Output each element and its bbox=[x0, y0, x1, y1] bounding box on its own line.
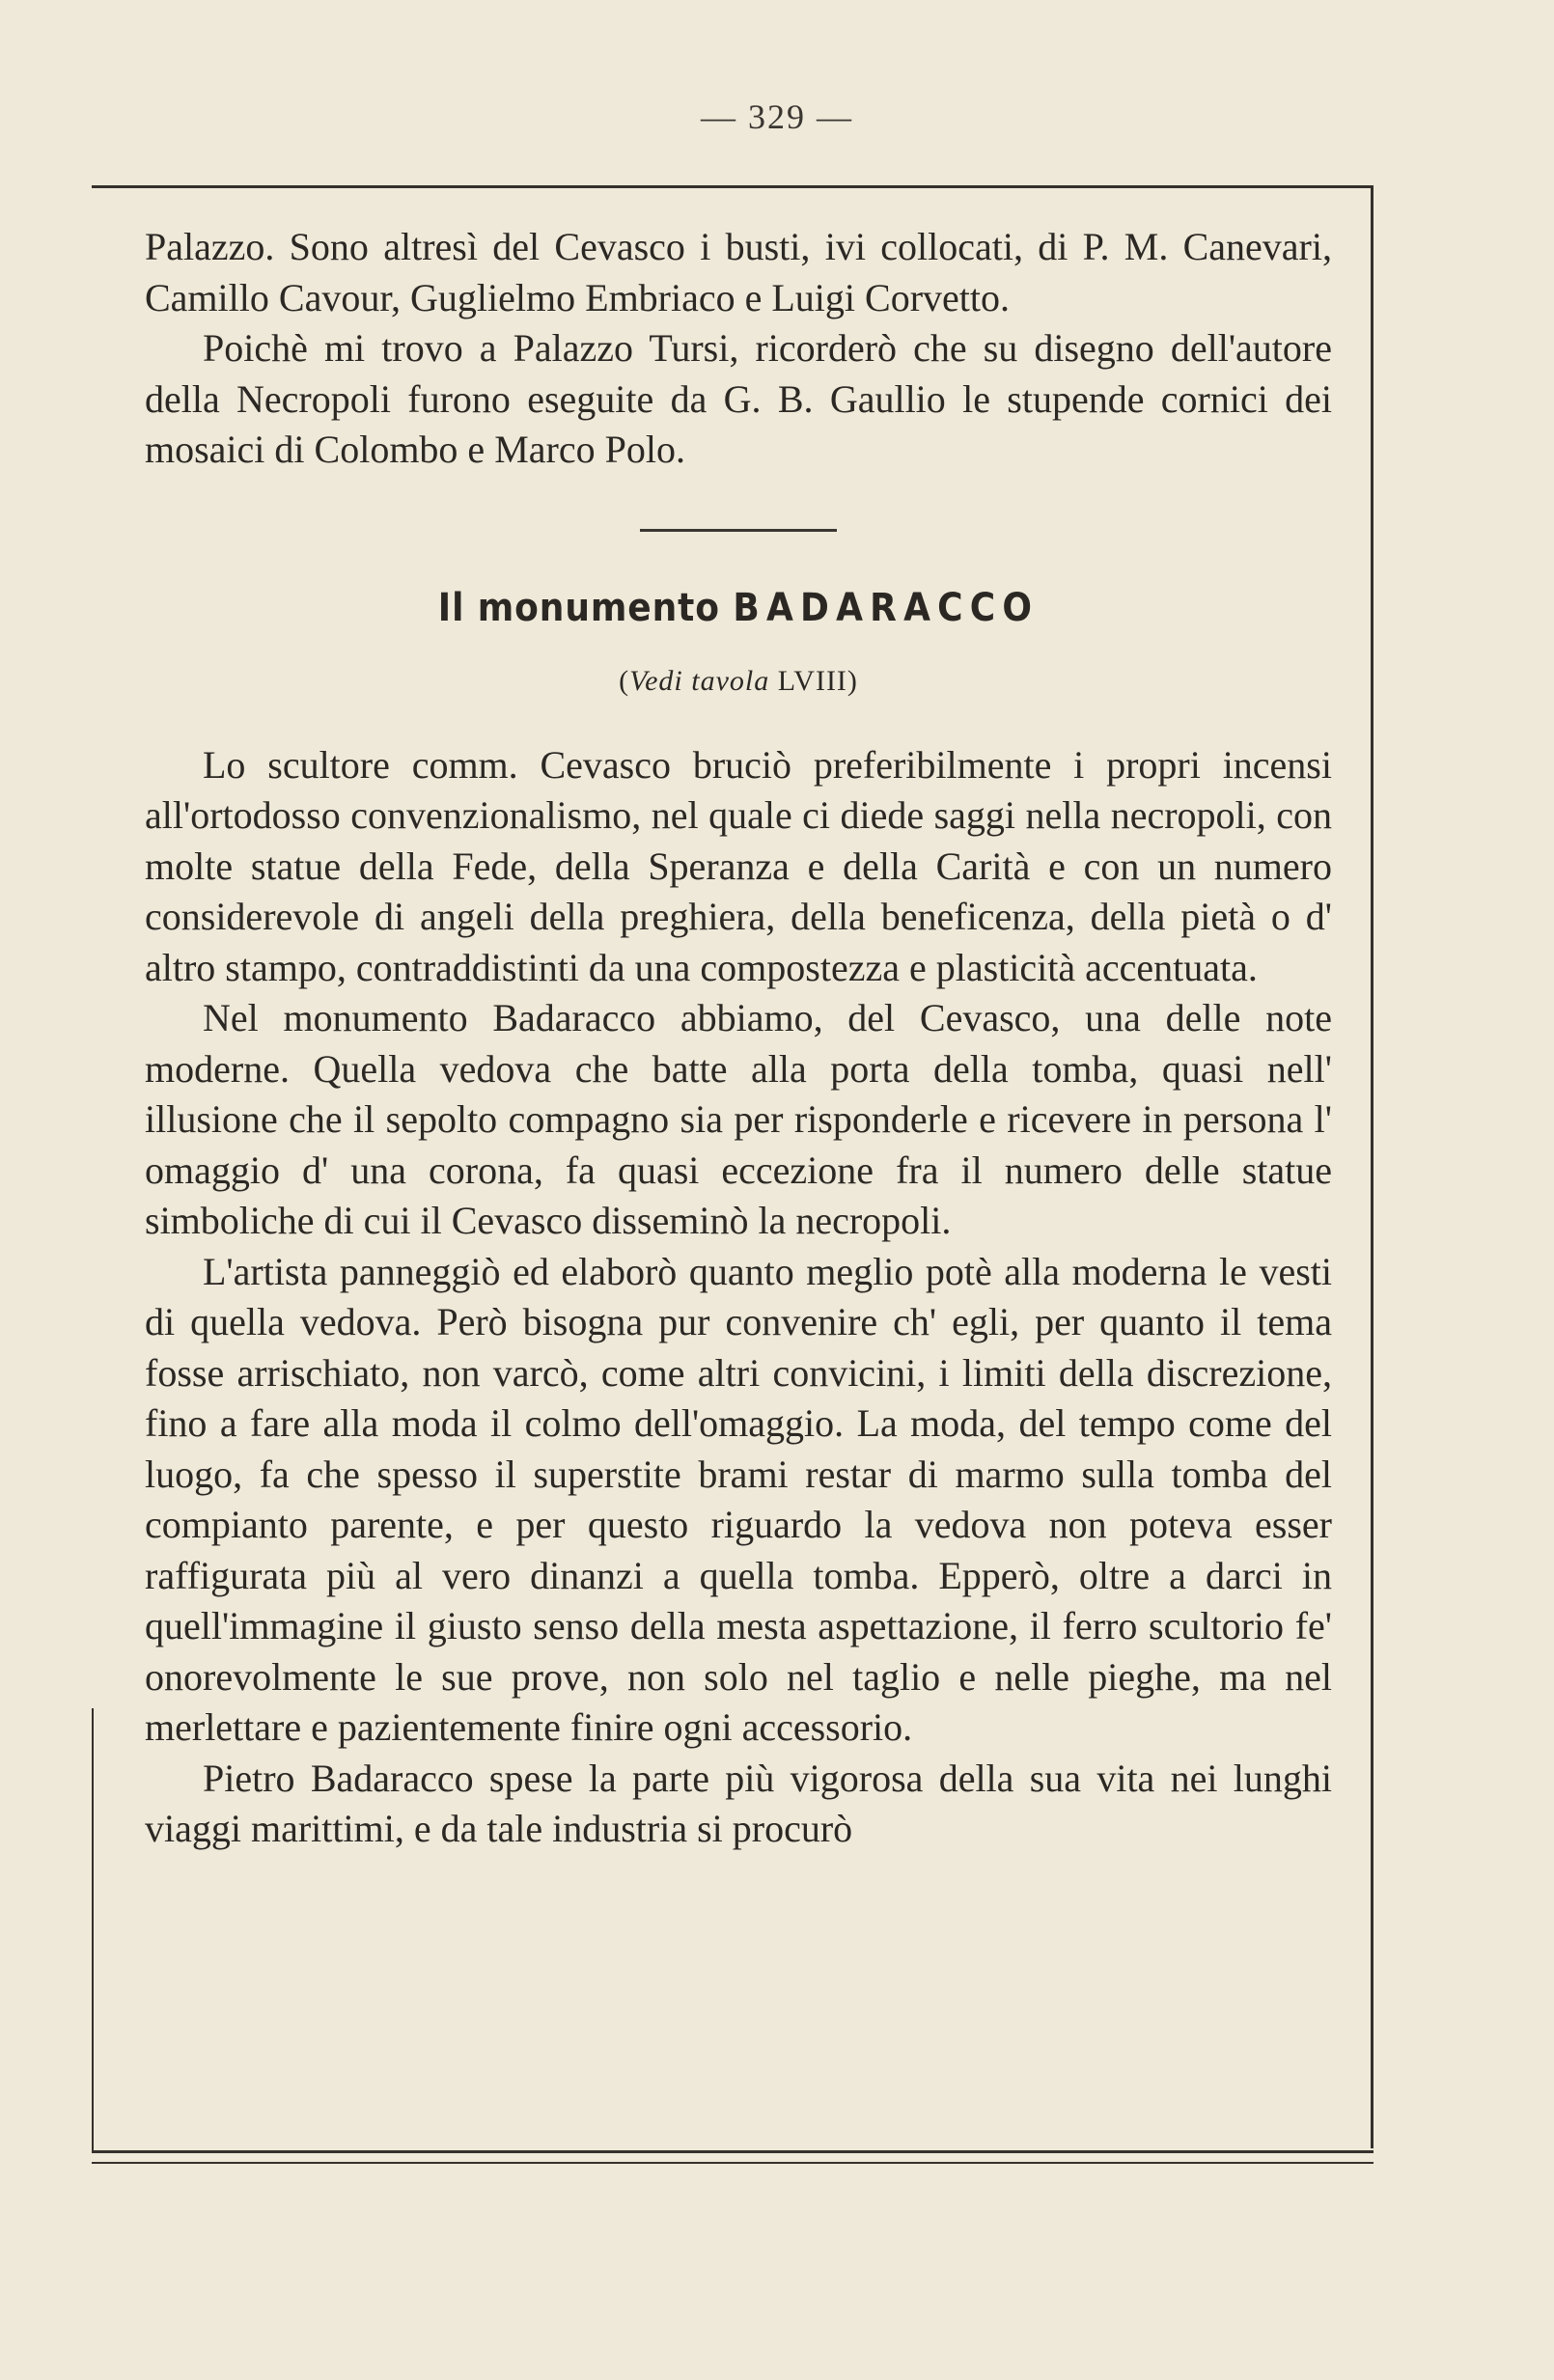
intro-paragraph: Poichè mi trovo a Palazzo Tursi, ricorderò che su disegno dell'autore della Necropoli furono eseguite da G. B. Gaullio le stupende cornici dei mosaici di Colombo e Marco Polo. bbox=[145, 326, 1332, 471]
subheading-italic: Vedi tavola bbox=[629, 664, 770, 697]
frame-bottom-rule bbox=[92, 2150, 1374, 2153]
body-paragraph: Nel monumento Badaracco abbiamo, del Cevasco, una delle note moderne. Quella vedova che batte alla porta della tomba, quasi nell' illusione che il sepolto compagno sia per risponderle e ricevere in persona l' omaggio d' una corona, fa quasi eccezione fra il numero delle statue simboliche di cui il Cevasco disseminò la necropoli. bbox=[145, 996, 1332, 1242]
frame-top-rule bbox=[92, 185, 1374, 188]
frame-bottom-rule-inner bbox=[92, 2162, 1374, 2164]
section-subheading bbox=[145, 665, 1332, 698]
section-heading bbox=[205, 586, 1273, 630]
frame-right-rule bbox=[1371, 185, 1374, 2148]
subheading-open: ( bbox=[619, 664, 630, 697]
body-paragraph: Lo scultore comm. Cevasco bruciò preferibilmente i propri incensi all'ortodosso convenzionalismo, nel quale ci diede saggi nella necropoli, con molte statue della Fede, della Speranza e della Carità e con un numero considerevole di angeli della preghiera, della beneficenza, della pietà o d' altro stampo, contraddistinti da una compostezza e plasticità accentuata. bbox=[145, 742, 1332, 989]
frame-left-rule bbox=[92, 1708, 94, 2152]
section-heading-name: BADARACCO bbox=[733, 585, 1040, 630]
intro-paragraph: Palazzo. Sono altresì del Cevasco i busti, ivi collocati, di P. M. Canevari, Camillo Cavour, Guglielmo Embriaco e Luigi Corvetto. bbox=[145, 225, 1332, 319]
section-divider bbox=[640, 529, 837, 532]
section-heading-prefix: Il monumento bbox=[437, 585, 720, 630]
subheading-rest: LVIII) bbox=[769, 664, 858, 697]
page-number: — 329 — bbox=[701, 97, 853, 136]
body-paragraph: L'artista panneggiò ed elaborò quanto meglio potè alla moderna le vesti di quella vedova. Però bisogna pur convenire ch' egli, per quanto il tema fosse arrischiato, non varcò, come altri convicini, i limiti della discrezione, fino a fare alla moda il colmo dell'omaggio. La moda, del tempo come del luogo, fa che spesso il superstite brami restar di marmo sulla tomba del compianto parente, e per questo riguardo la vedova non poteva esser raffigurata più al vero dinanzi a quella tomba. Epperò, oltre a darci in quell'immagine il giusto senso della mesta aspettazione, il ferro scultorio fe' onorevolmente le sue prove, non solo nel taglio e nelle pieghe, ma nel merlettare e pazientemente finire ogni accessorio. bbox=[145, 1249, 1332, 1749]
page-text bbox=[145, 222, 1332, 1855]
body-paragraph: Pietro Badaracco spese la parte più vigorosa della sua vita nei lunghi viaggi marittimi, e da tale industria si procurò bbox=[145, 1756, 1332, 1850]
